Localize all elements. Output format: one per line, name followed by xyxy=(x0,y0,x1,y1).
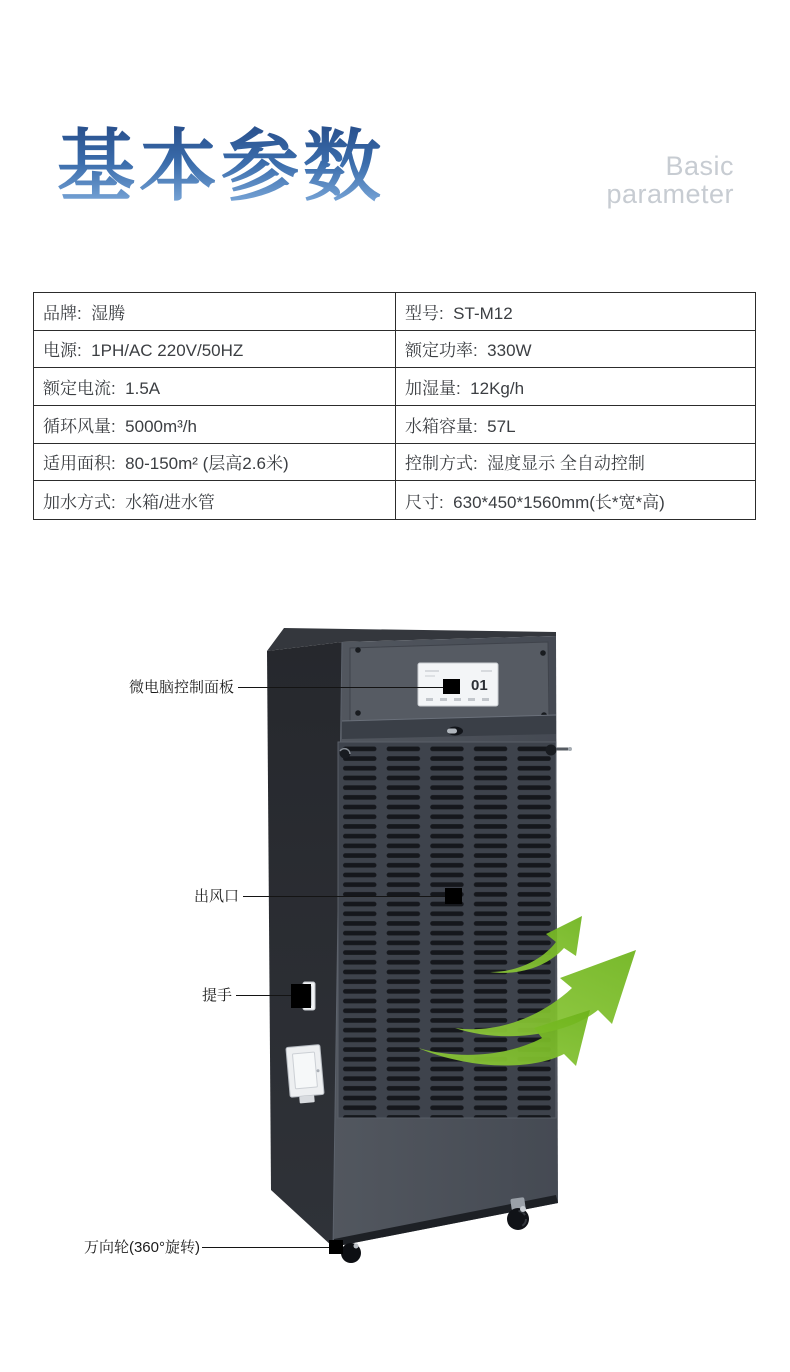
spec-cell-tank-capacity: 水箱容量: 57L xyxy=(396,406,755,444)
page-title: 基本参数 xyxy=(57,122,386,210)
spec-table xyxy=(33,292,756,520)
callout-label-handle: 提手 xyxy=(201,987,232,1004)
spec-cell-dimensions: 尺寸: 630*450*1560mm(长*宽*高) xyxy=(405,492,665,512)
subtitle-line-1: Basic xyxy=(665,151,734,181)
callout-line-air-outlet xyxy=(243,896,445,897)
screw-icon xyxy=(355,647,361,653)
spec-cell-coverage-area: 适用面积: 80-150m² (层高2.6米) xyxy=(34,444,396,482)
callout-line-handle xyxy=(236,995,292,996)
display-reading: 01 xyxy=(471,677,488,694)
product-image xyxy=(250,620,670,1280)
cabinet-side-panel xyxy=(267,642,342,1247)
spec-cell-brand: 品牌: 湿腾 xyxy=(34,293,396,331)
spec-cell-water-filling: 加水方式: 水箱/进水管 xyxy=(34,481,396,519)
callout-marker-air-outlet xyxy=(445,888,462,904)
page-subtitle-en xyxy=(606,152,734,208)
callout-marker-caster xyxy=(329,1240,343,1254)
screw-icon xyxy=(355,710,361,716)
latch-icon xyxy=(546,745,573,756)
latch-icon xyxy=(340,748,351,759)
spec-cell-power-supply: 电源: 1PH/AC 220V/50HZ xyxy=(34,331,396,369)
spec-cell-model: 型号: ST-M12 xyxy=(396,293,755,331)
spec-cell-humidify-rate: 加湿量: 12Kg/h xyxy=(396,368,755,406)
screw-icon xyxy=(540,650,546,656)
callout-label-control-panel: 微电脑控制面板 xyxy=(128,679,234,696)
callout-marker-control-panel xyxy=(443,679,460,694)
spec-cell-rated-current: 额定电流: 1.5A xyxy=(34,368,396,406)
spec-cell-air-volume: 循环风量: 5000m³/h xyxy=(34,406,396,444)
lock-icon xyxy=(447,727,463,736)
callout-line-control-panel xyxy=(238,687,443,688)
spec-cell-rated-power: 额定功率: 330W xyxy=(396,331,755,369)
subtitle-line-2: parameter xyxy=(606,179,734,209)
callout-marker-handle xyxy=(291,984,311,1008)
callout-line-caster xyxy=(202,1247,329,1248)
spec-cell-control-mode: 控制方式: 湿度显示 全自动控制 xyxy=(396,444,755,482)
caster-wheel xyxy=(341,1243,361,1263)
callout-label-caster: 万向轮(360°旋转) xyxy=(83,1239,200,1256)
callout-label-air-outlet: 出风口 xyxy=(193,888,239,905)
